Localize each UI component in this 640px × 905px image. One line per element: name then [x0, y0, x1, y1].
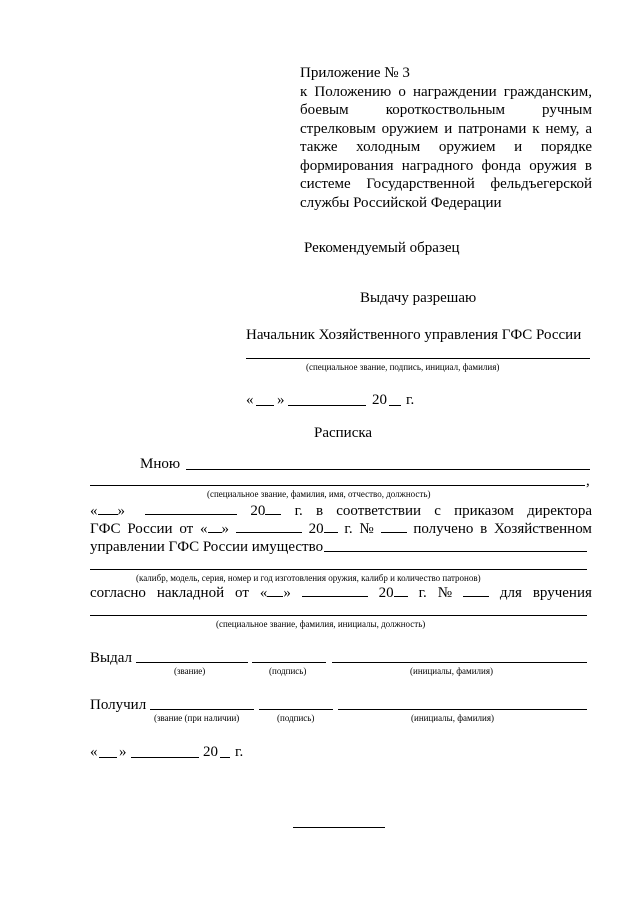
issued-label: Выдал — [90, 650, 132, 666]
approval-year: 20 — [372, 392, 387, 408]
received-name-caption: (инициалы, фамилия) — [411, 713, 494, 723]
row2-date-quotes: « » — [200, 521, 229, 537]
received-sign-caption: (подпись) — [277, 713, 315, 723]
issued-sign-caption: (подпись) — [269, 666, 307, 676]
receipt-row-2 — [90, 520, 592, 538]
row1-year: 20 — [250, 502, 281, 520]
row2-word: России — [127, 521, 173, 537]
row4-word: накладной — [156, 585, 225, 601]
row4-g: г. — [418, 585, 427, 601]
appendix-block — [300, 64, 592, 212]
row4-word: от — [235, 585, 249, 601]
final-date-open: « — [90, 744, 98, 760]
appendix-line: формирования наградного фонда оружия в — [300, 157, 592, 174]
row4-num: № — [437, 585, 453, 601]
weapon-caption: (калибр, модель, серия, номер и год изготовления оружия, калибр и количество патронов) — [136, 573, 481, 583]
received-sign-line — [259, 709, 333, 710]
row1-word: соответствии — [336, 503, 422, 519]
row3-property-line — [324, 551, 587, 552]
approval-title: Выдачу разрешаю — [360, 290, 477, 306]
appendix-line: также холодным оружием и порядке — [300, 139, 592, 155]
receipt-person-caption: (специальное звание, фамилия, имя, отчество, должность) — [207, 489, 431, 499]
receipt-title: Расписка — [314, 425, 373, 441]
row2-word: ГФС — [90, 521, 121, 537]
row1-quote-open: « — [90, 503, 98, 519]
final-year-suffix: г. — [235, 744, 244, 760]
appendix-line: системе Государственной фельдъегерской — [300, 176, 592, 192]
final-year-line — [220, 757, 230, 758]
appendix-line: службы Российской Федерации — [300, 194, 502, 211]
row2-g: г. — [344, 521, 353, 537]
receipt-row-3: управлении ГФС России имущество — [90, 539, 324, 555]
approval-caption: (специальное звание, подпись, инициал, фамилия) — [306, 362, 500, 372]
row2-word: получено — [413, 521, 474, 537]
issued-rank-caption: (звание) — [174, 666, 206, 676]
row4-date-quotes: « » — [259, 585, 291, 601]
receipt-me-line — [186, 469, 590, 470]
row4-number-line — [463, 584, 489, 597]
receipt-person-line — [90, 485, 585, 486]
row4-word: для — [499, 585, 522, 601]
row2-word: от — [179, 521, 194, 537]
final-month-line — [131, 757, 199, 758]
row2-year: 20 — [309, 520, 338, 538]
end-separator-line — [293, 827, 385, 828]
row1-date-quotes — [90, 502, 132, 520]
row2-number-line — [381, 520, 407, 533]
final-year: 20 — [203, 744, 218, 760]
row2-month-line — [236, 520, 302, 533]
receipt-comma: , — [586, 473, 590, 489]
received-rank-caption: (звание (при наличии) — [154, 713, 240, 723]
row1-word: директора — [527, 503, 592, 519]
sample-note: Рекомендуемый образец — [304, 240, 460, 256]
row1-word-v: в — [315, 503, 324, 519]
approval-month-line — [288, 405, 366, 406]
row1-day-line — [98, 502, 118, 515]
appendix-line: стрелковым оружием и патронами к нему, а — [300, 120, 592, 137]
appendix-number: Приложение № 3 — [300, 65, 410, 81]
recipient-caption: (специальное звание, фамилия, инициалы, должность) — [216, 619, 426, 629]
approval-year-line — [389, 405, 401, 406]
final-day-line — [99, 757, 117, 758]
row4-year: 20 — [379, 584, 408, 602]
row2-word: Хозяйственном — [494, 521, 592, 537]
receipt-row-1 — [90, 502, 592, 520]
weapon-line — [90, 569, 587, 570]
approval-year-suffix: г. — [406, 392, 415, 408]
approval-signature-line — [246, 358, 590, 359]
row1-g: г. — [294, 503, 303, 519]
issued-name-caption: (инициалы, фамилия) — [410, 666, 493, 676]
approval-position: Начальник Хозяйственного управления ГФС России — [246, 327, 582, 343]
issued-rank-line — [136, 662, 248, 663]
issued-sign-line — [252, 662, 326, 663]
appendix-line: боевым короткоствольным ручным — [300, 102, 592, 118]
row2-word: в — [480, 521, 488, 537]
row1-month-line — [145, 502, 237, 515]
issued-name-line — [332, 662, 587, 663]
appendix-line: к Положению о награждении гражданским, — [300, 83, 592, 100]
approval-date-open: « — [246, 392, 254, 408]
row1-word: с — [434, 503, 441, 519]
row4-month-line — [302, 584, 368, 597]
approval-date-close: » — [277, 392, 285, 408]
row2-num: № — [359, 521, 374, 537]
received-label: Получил — [90, 697, 147, 713]
final-date-close: » — [119, 744, 127, 760]
row1-quote-close: » — [117, 503, 125, 519]
receipt-me: Мною — [140, 456, 181, 472]
approval-day-line — [256, 405, 274, 406]
row4-word: согласно — [90, 585, 146, 601]
received-rank-line — [150, 709, 254, 710]
row4-word: вручения — [532, 585, 592, 601]
received-name-line — [338, 709, 587, 710]
row1-word: приказом — [454, 503, 514, 519]
receipt-row-4 — [90, 584, 592, 602]
recipient-line — [90, 615, 587, 616]
